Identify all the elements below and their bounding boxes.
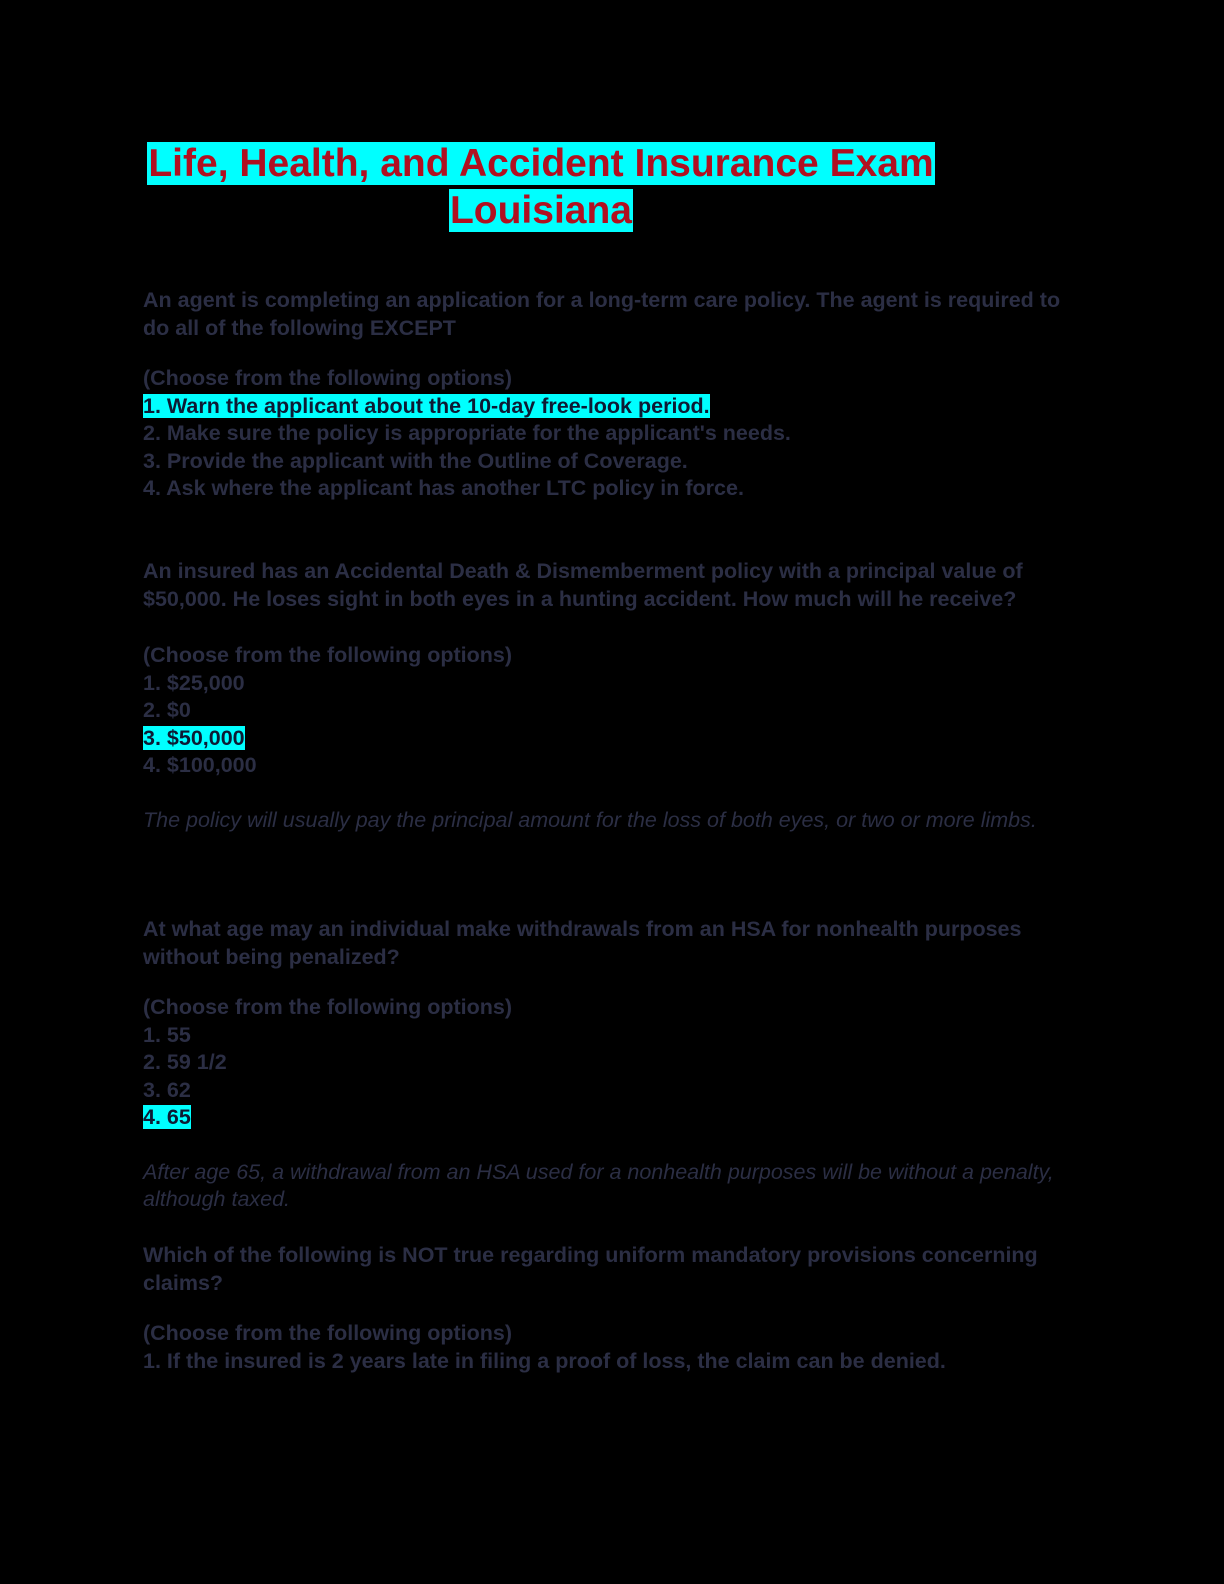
choose-label: (Choose from the following options): [143, 366, 513, 390]
answer-explanation: The policy will usually pay the principal amount for the loss of both eyes, or two or more limbs.: [143, 807, 1037, 832]
option: 1. $25,000: [143, 670, 245, 695]
question-text: At what age may an individual make withdrawals from an HSA for nonhealth purposes without being penalized?: [143, 917, 1022, 969]
question-block: [143, 1242, 1083, 1375]
question-text: Which of the following is NOT true regarding uniform mandatory provisions concerning claims?: [143, 1243, 1038, 1295]
answer-explanation: After age 65, a withdrawal from an HSA used for a nonhealth purposes will be without a penalty, although taxed.: [143, 1159, 1054, 1211]
option: 2. Make sure the policy is appropriate for the applicant's needs.: [143, 421, 791, 445]
title-line-2: Louisiana: [449, 189, 633, 232]
option: 4. Ask where the applicant has another LTC policy in force.: [143, 476, 744, 500]
option: 2. 59 1/2: [143, 1050, 227, 1074]
options-list: [143, 642, 1083, 780]
option: 1. 55: [143, 1022, 191, 1047]
choose-label: (Choose from the following options): [143, 1321, 513, 1345]
option-correct: 3. $50,000: [143, 725, 245, 750]
option: 4. $100,000: [143, 753, 257, 777]
option: 3. 62: [143, 1077, 191, 1102]
option-correct: 1. Warn the applicant about the 10-day free-look period.: [143, 393, 710, 418]
option-correct: 4. 65: [143, 1105, 191, 1129]
choose-label: (Choose from the following options): [143, 643, 513, 667]
question-block: [143, 916, 1083, 1214]
question-text: An insured has an Accidental Death & Dismemberment policy with a principal value of $50,000. He loses sight in both eyes in a hunting accident. How much will he receive?: [143, 559, 1023, 611]
choose-label: (Choose from the following options): [143, 995, 513, 1019]
option: 2. $0: [143, 698, 191, 722]
title-line-1: Life, Health, and Accident Insurance Exam: [148, 142, 934, 185]
option: 1. If the insured is 2 years late in filing a proof of loss, the claim can be denied.: [143, 1348, 946, 1373]
question-block: [143, 558, 1083, 834]
options-list: [143, 1320, 1083, 1375]
options-list: [143, 994, 1083, 1132]
options-list: [143, 365, 1083, 503]
document-title: [143, 140, 939, 234]
question-block: [143, 287, 1083, 503]
option: 3. Provide the applicant with the Outline of Coverage.: [143, 448, 688, 473]
question-text: An agent is completing an application for a long-term care policy. The agent is required to do all of the following EXCEPT: [143, 288, 1061, 340]
document-page: [143, 140, 1083, 1373]
